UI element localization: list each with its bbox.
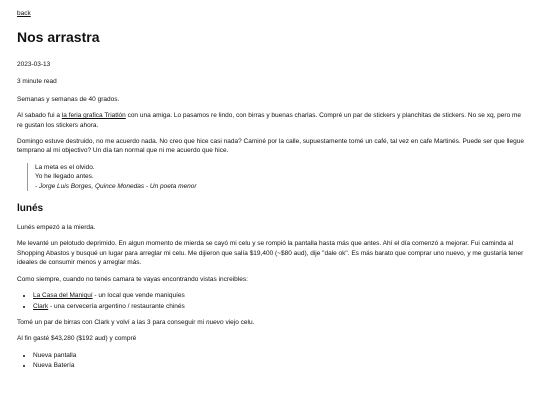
paragraph-4-text-b: viejo celu. <box>223 318 255 326</box>
place-link-casa-del-maniqui[interactable]: La Casa del Maniquí <box>33 292 93 300</box>
paragraph-1: Semanas y semanas de 40 grados. <box>17 95 120 103</box>
places-list <box>17 291 524 311</box>
feria-link[interactable]: la feria grafica Triatlón <box>61 112 126 120</box>
purchases-list <box>17 351 524 371</box>
quote-attribution: - Jorge Luis Borges, Quince Monedas - Un poeta menor <box>35 182 197 190</box>
paragraph-4-emphasis: nuevo <box>205 318 224 326</box>
quote-line-2: Yo he llegado antes. <box>35 173 94 181</box>
post-date: 2023-03-13 <box>17 60 51 68</box>
section-paragraph-4 <box>17 318 524 327</box>
list-item: • Nueva Batería <box>33 361 524 370</box>
place-link-clark[interactable]: Clark <box>33 302 49 310</box>
section-paragraph-2: Me levanté un pelotudo deprimido. En algun momento de mierda se cayó mi celu y se rompió la pantalla hasta más que antes. Ahí el día comenzó a mejorar. Fui caminda al Shopping Abastos y busqué un lugar para arreglar mi celu. Me dijieron que salía $19,400 (~$80 aud), dije "dale ok". Es más barato que comprar uno nuevo, y me gustaría tener ideales de consumir menos y arreglar más. <box>17 240 524 267</box>
paragraph-2-text-b: con una amiga. Lo pasamos re lindo, con birras y buenas charlas. Compré un par de stickers y planchitas de stickers. No se xq, pero me re gustan los stickers ahora. <box>17 112 522 129</box>
list-item <box>33 291 524 300</box>
read-time: 3 minute read <box>17 78 57 86</box>
section-heading-lunes: lunés <box>17 203 44 215</box>
section-paragraph-3: Como siempre, cuando no tenés camara te vayas encontrando vistas increibles: <box>17 275 248 283</box>
list-item: • Nueva pantalla <box>33 351 524 360</box>
list-item <box>33 302 524 311</box>
paragraph-2-text-a: Al sabado fui a <box>17 112 62 120</box>
place-description: - una cervecería argentino / restaurante chinés <box>48 302 185 310</box>
quote-line-1: La meta es el olvido. <box>35 163 95 171</box>
paragraph-3: Domingo estuve destruido, no me acuerdo nada. No creo que hice casi nada? Caminé por la calle, supuestamente tomé un café, tal vez en cafe Martinés. Puede ser que llegue temprano al mi objectivo? Un día tan normal que ni me acuerdo que hice. <box>17 137 524 155</box>
post-title: Nos arrastra <box>17 29 100 46</box>
quote-block <box>27 163 524 191</box>
section-paragraph-1: Lunés empezó a la mierda. <box>17 224 96 232</box>
place-description: - un local que vende maniquíes <box>92 292 185 300</box>
paragraph-4-text-a: Tomé un par de birras con Clark y volví a las 3 para conseguir mi <box>17 318 206 326</box>
section-paragraph-5: Al fin gasté $43,280 ($192 aud) y compré <box>17 335 137 343</box>
back-link[interactable]: back <box>17 10 31 17</box>
paragraph-2 <box>17 111 524 130</box>
